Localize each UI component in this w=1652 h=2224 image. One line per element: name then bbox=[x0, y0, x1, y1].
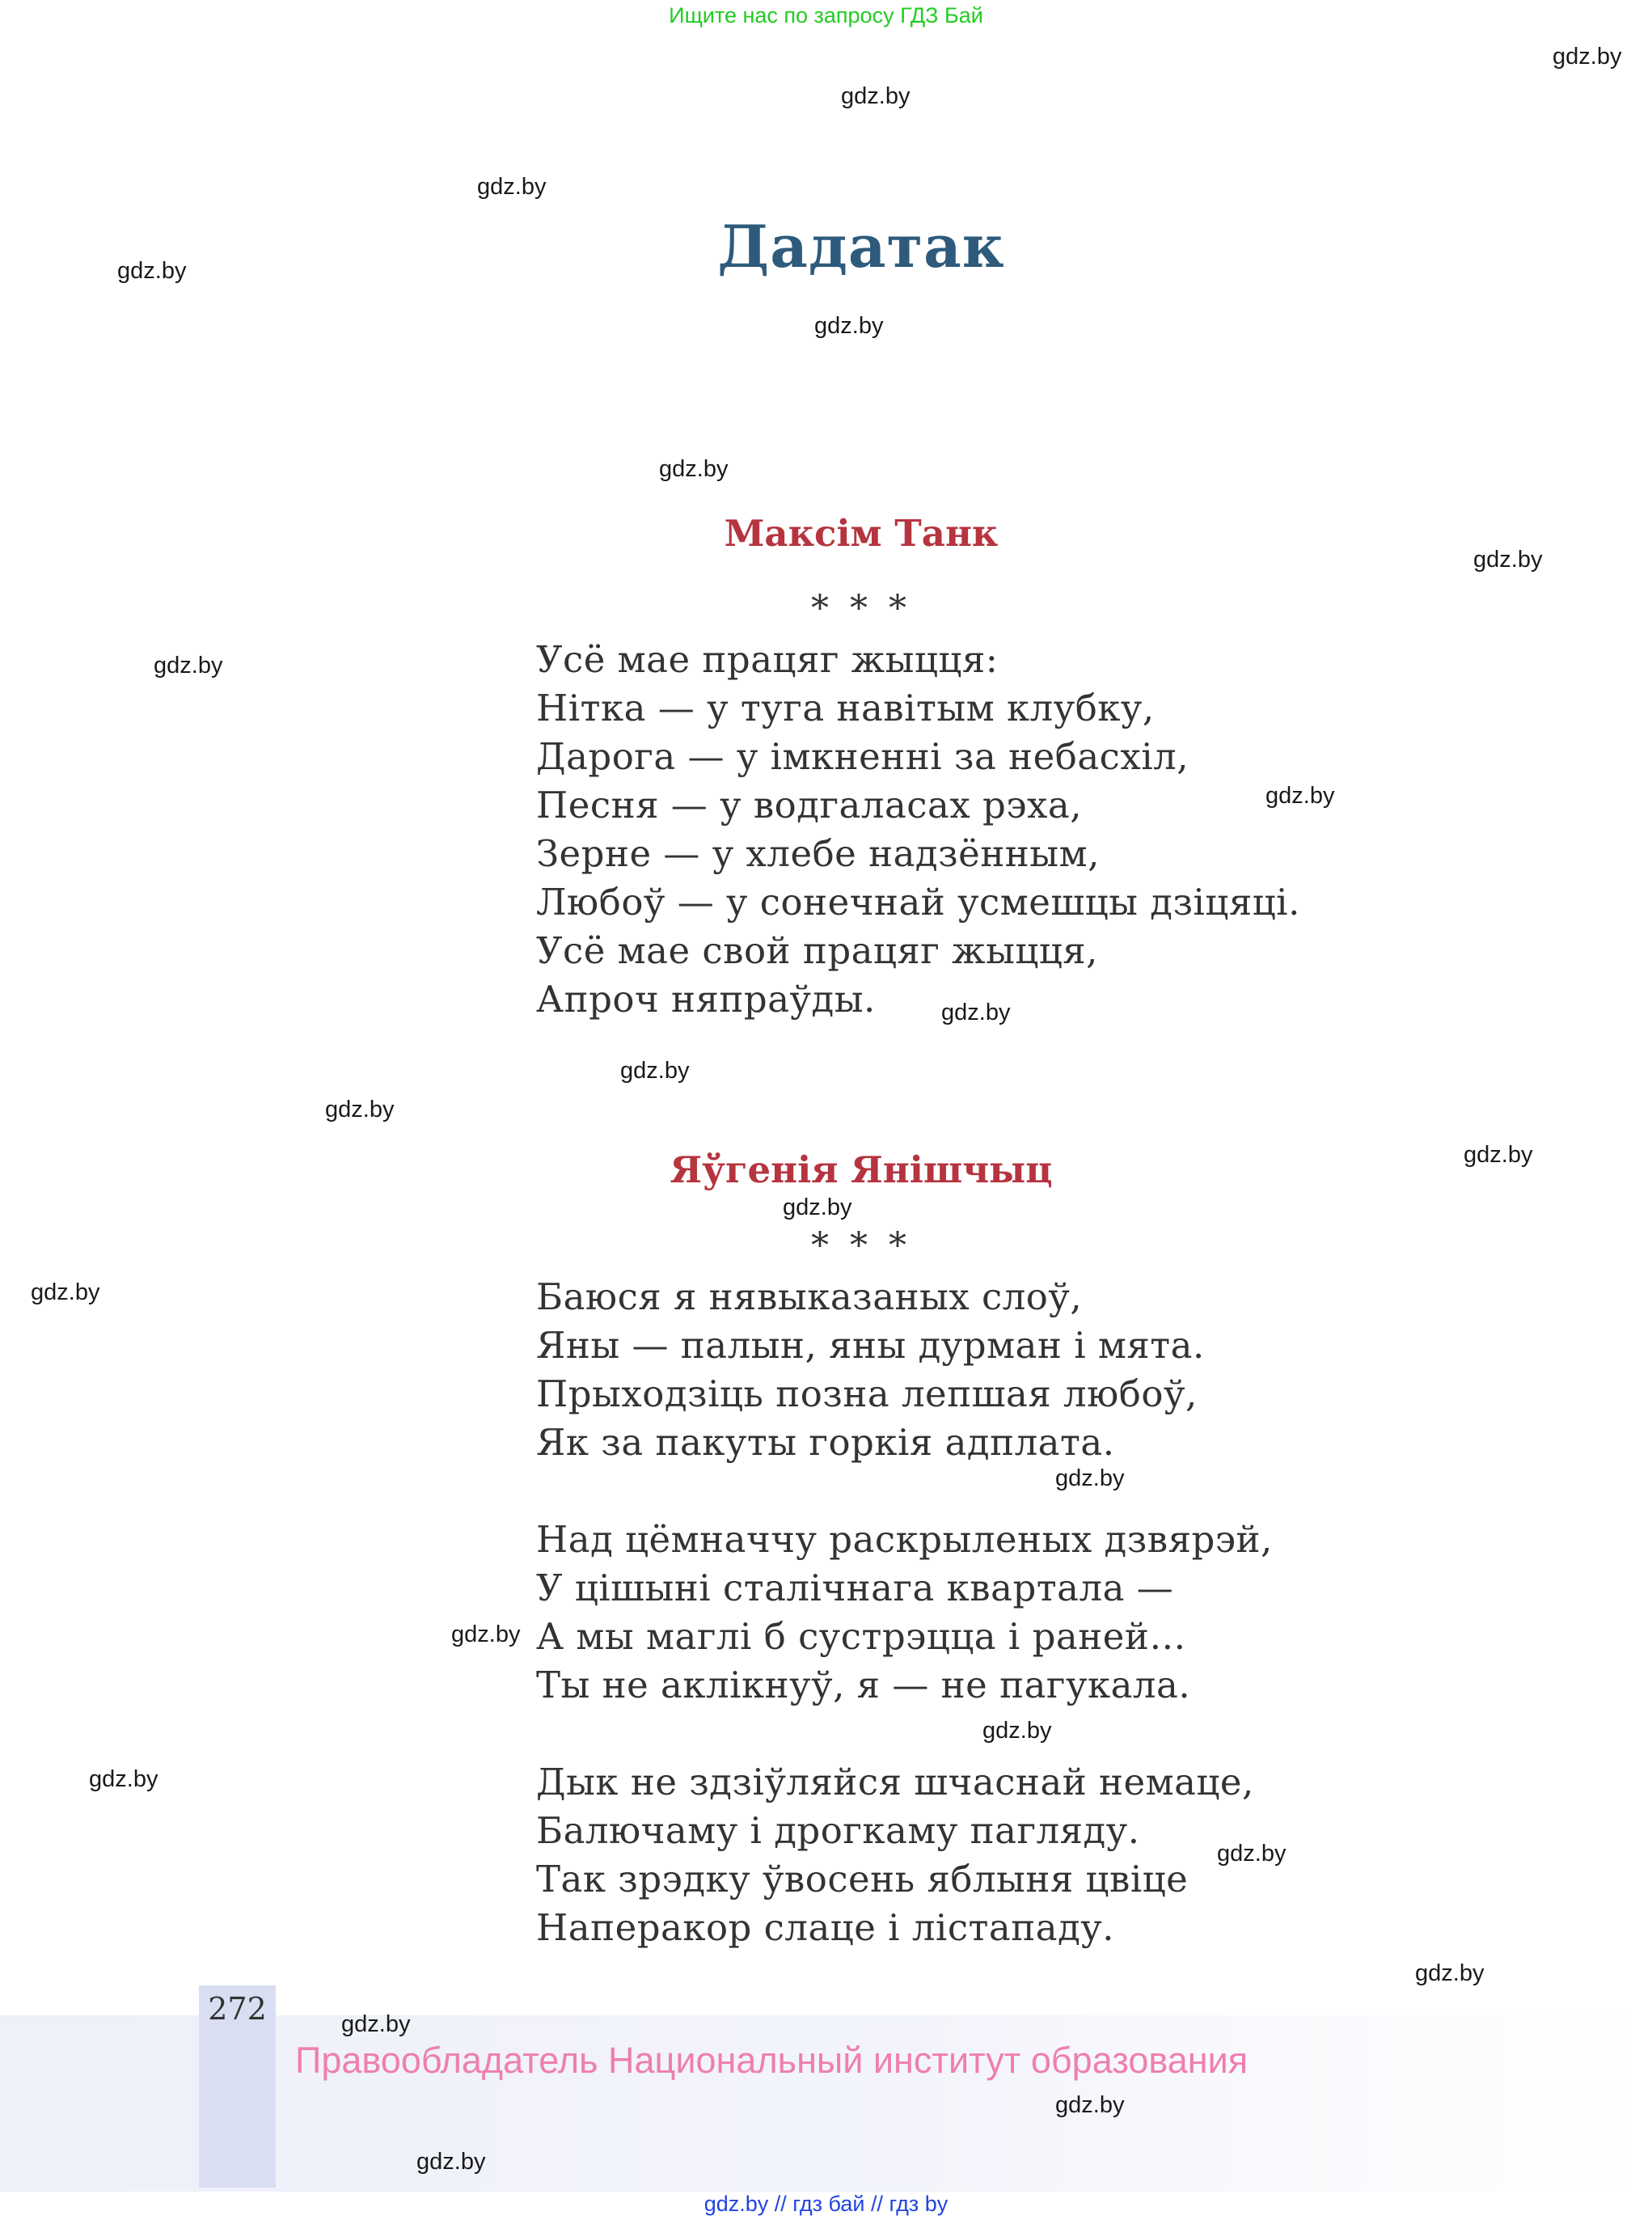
poem-line: Нітка — у туга навітым клубку, bbox=[536, 687, 1155, 729]
page-number: 272 bbox=[208, 1991, 267, 2027]
watermark: gdz.by bbox=[982, 1718, 1052, 1744]
poem-stanza bbox=[536, 1273, 1273, 1467]
page-title: Дадатак bbox=[717, 212, 1005, 281]
watermark: gdz.by bbox=[814, 313, 884, 339]
poem-line: Усё мае свой працяг жыцця, bbox=[536, 929, 1098, 972]
watermark: gdz.by bbox=[117, 258, 187, 284]
poem-line: У цішыні сталічнага квартала — bbox=[536, 1567, 1174, 1609]
poem-line: Усё мае працяг жыцця: bbox=[536, 638, 999, 681]
watermark: gdz.by bbox=[1473, 547, 1543, 573]
poem-line: Яны — палын, яны дурман і мята. bbox=[536, 1324, 1205, 1367]
poem-line: Прыходзіць позна лепшая любоў, bbox=[536, 1372, 1198, 1415]
watermark: gdz.by bbox=[1415, 1960, 1485, 1986]
poem-stanza bbox=[536, 1758, 1273, 1952]
poem-separator-stars: * * * bbox=[811, 1225, 911, 1266]
watermark: gdz.by bbox=[1553, 44, 1622, 70]
poem-author: Яўгенія Янішчыц bbox=[670, 1148, 1053, 1191]
poem-line: Над цёмначчу раскрыленых дзвярэй, bbox=[536, 1518, 1273, 1561]
watermark: gdz.by bbox=[1217, 1841, 1287, 1867]
poem-line: Як за пакуты горкія адплата. bbox=[536, 1421, 1115, 1464]
watermark: gdz.by bbox=[841, 83, 911, 109]
watermark: gdz.by bbox=[325, 1097, 395, 1123]
poem-text bbox=[536, 636, 1300, 1072]
watermark: gdz.by bbox=[1055, 2092, 1125, 2118]
poem-line: Так зрэдку ўвосень яблыня цвіце bbox=[536, 1858, 1189, 1901]
poem-line: Песня — у водгаласах рэха, bbox=[536, 784, 1083, 827]
watermark: gdz.by bbox=[31, 1279, 100, 1305]
copyright-holder: Правообладатель Национальный институт образования bbox=[295, 2040, 1249, 2081]
watermark: gdz.by bbox=[941, 1000, 1011, 1025]
poem-line: Дык не здзіўляйся шчаснай немаце, bbox=[536, 1761, 1254, 1803]
watermark: gdz.by bbox=[451, 1621, 521, 1647]
watermark: gdz.by bbox=[620, 1058, 690, 1084]
poem-line: Дарога — у імкненні за небасхіл, bbox=[536, 735, 1189, 778]
watermark: gdz.by bbox=[659, 456, 729, 482]
poem-stanza bbox=[536, 1516, 1273, 1710]
watermark: gdz.by bbox=[1055, 1465, 1125, 1491]
poem-line: Балючаму і дрогкаму пагляду. bbox=[536, 1809, 1140, 1852]
watermark: gdz.by bbox=[341, 2011, 411, 2037]
poem-line: Любоў — у сонечнай усмешцы дзіцяці. bbox=[536, 881, 1300, 924]
watermark: gdz.by bbox=[477, 174, 547, 200]
poem-line: Ты не аклікнуў, я — не пагукала. bbox=[536, 1664, 1191, 1706]
poem-line: А мы маглі б сустрэцца і раней… bbox=[536, 1615, 1186, 1658]
poem-line: Апроч няпраўды. bbox=[536, 978, 876, 1021]
poem-line: Баюся я нявыказаных слоў, bbox=[536, 1275, 1083, 1318]
poem-stanza bbox=[536, 636, 1300, 1024]
poem-author: Максім Танк bbox=[724, 512, 999, 555]
bottom-links[interactable]: gdz.by // гдз бай // гдз by bbox=[703, 2192, 949, 2216]
poem-text bbox=[536, 1273, 1273, 2001]
top-banner[interactable]: Ищите нас по запросу ГДЗ Бай bbox=[669, 3, 983, 27]
watermark: gdz.by bbox=[154, 653, 223, 679]
poem-line: Зерне — у хлебе надзённым, bbox=[536, 832, 1100, 875]
watermark: gdz.by bbox=[783, 1194, 852, 1220]
poem-separator-stars: * * * bbox=[811, 588, 911, 629]
watermark: gdz.by bbox=[89, 1766, 158, 1792]
watermark: gdz.by bbox=[1464, 1142, 1533, 1168]
watermark: gdz.by bbox=[416, 2149, 486, 2175]
poem-line: Наперакор слаце і лістападу. bbox=[536, 1906, 1115, 1949]
watermark: gdz.by bbox=[1265, 783, 1335, 809]
